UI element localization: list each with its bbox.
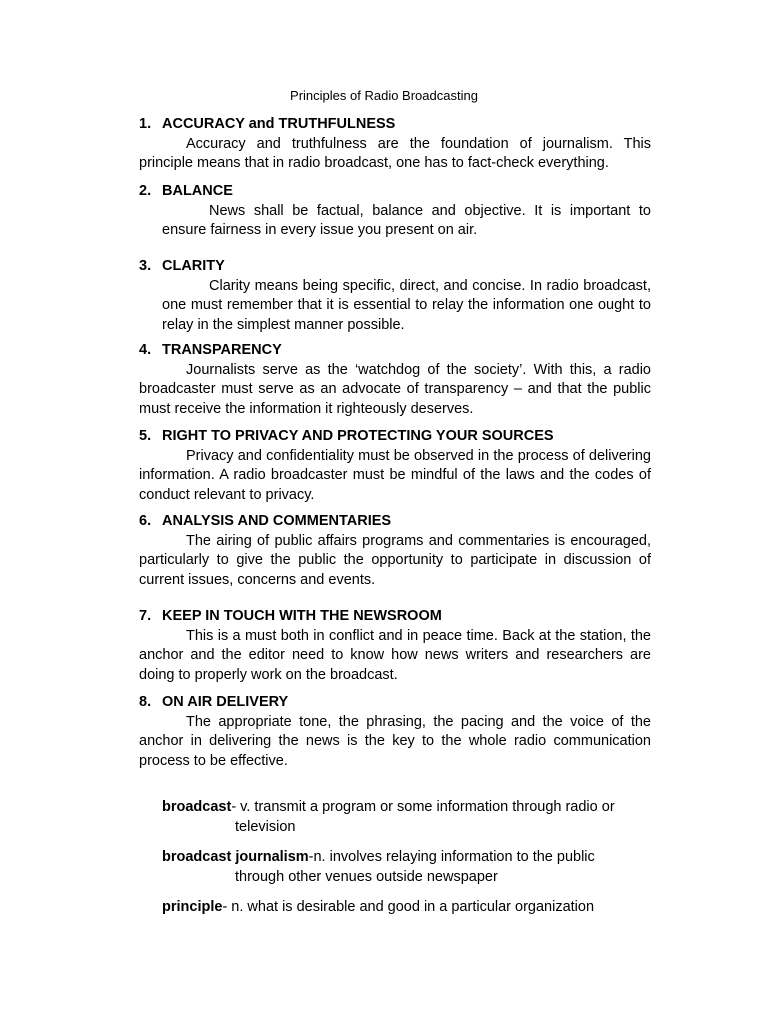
glossary-definition-cont: television [235,818,296,835]
glossary-term: broadcast journalism [162,849,309,865]
section-on-air-delivery [139,693,651,771]
section-body: News shall be factual, balance and objective. It is important to ensure fairness in every issue you present on air. [162,202,651,238]
page-title: Principles of Radio Broadcasting [290,88,478,103]
section-heading: 5. RIGHT TO PRIVACY AND PROTECTING YOUR SOURCES [139,428,554,444]
glossary-definition: - v. transmit a program or some information through radio or [231,799,615,815]
section-newsroom [139,607,651,685]
section-accuracy [139,115,651,174]
section-transparency [139,341,651,419]
section-heading: 4. TRANSPARENCY [139,342,282,358]
glossary-definition: - n. what is desirable and good in a particular organization [222,899,595,915]
section-body: The appropriate tone, the phrasing, the pacing and the voice of the anchor in delivering the news is the key to the whole radio communication process to be effective. [139,713,651,769]
glossary-definition-cont: through other venues outside newspaper [235,868,498,885]
section-heading: 7. KEEP IN TOUCH WITH THE NEWSROOM [139,608,442,624]
section-heading: 3. CLARITY [139,258,225,274]
section-body: Accuracy and truthfulness are the foundation of journalism. This principle means that in radio broadcast, one has to fact-check everything. [139,135,651,171]
section-heading: 2. BALANCE [139,183,233,199]
glossary-entry-broadcast [162,798,662,837]
section-balance [139,182,651,241]
section-privacy [139,427,651,505]
section-heading: 1. ACCURACY and TRUTHFULNESS [139,116,396,132]
section-body: Clarity means being specific, direct, and concise. In radio broadcast, one must remember that it is essential to relay the information one ought to relay in the simplest manner possible. [162,277,651,333]
section-heading: 8. ON AIR DELIVERY [139,694,289,710]
glossary-term: principle [162,899,223,915]
glossary-term: broadcast [162,799,232,815]
section-body: Privacy and confidentiality must be observed in the process of delivering information. A radio broadcaster must be mindful of the laws and the codes of conduct relevant to privacy. [139,447,651,503]
section-analysis [139,512,651,590]
glossary-definition: -n. involves relaying information to the public [308,849,595,865]
section-clarity [139,257,651,335]
section-heading: 6. ANALYSIS AND COMMENTARIES [139,513,392,529]
section-body: This is a must both in conflict and in peace time. Back at the station, the anchor and the editor need to know how news writers and researchers are doing to properly work on the broadcast. [139,627,651,683]
section-body: Journalists serve as the ‘watchdog of the society’. With this, a radio broadcaster must serve as an advocate of transparency – and that the public must receive the information it righteously deserves. [139,361,651,417]
glossary-entry-broadcast-journalism [162,848,662,887]
section-body: The airing of public affairs programs and commentaries is encouraged, particularly to give the public the opportunity to participate in discussion of current issues, concerns and events. [139,532,651,588]
glossary-entry-principle [162,898,662,918]
